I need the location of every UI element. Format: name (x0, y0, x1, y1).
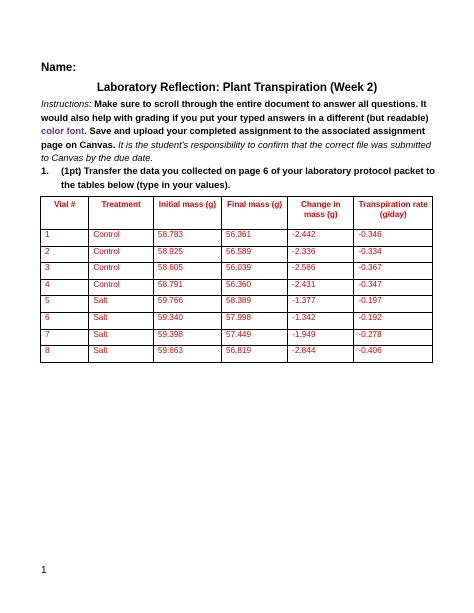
cell-change-mass: -2.442 (288, 230, 354, 247)
cell-change-mass: -2.566 (288, 263, 354, 280)
table-body (41, 230, 433, 363)
cell-final-mass: 57.449 (222, 329, 288, 346)
cell-treatment: Salt (89, 346, 154, 363)
cell-change-mass: -1.377 (288, 296, 354, 313)
cell-final-mass: 56.039 (222, 263, 288, 280)
cell-treatment: Salt (89, 296, 154, 313)
cell-transpiration-rate: -0.346 (354, 230, 433, 247)
cell-treatment: Control (89, 246, 154, 263)
cell-final-mass: 56.819 (222, 346, 288, 363)
cell-treatment: Control (89, 230, 154, 247)
cell-transpiration-rate: -0.278 (354, 329, 433, 346)
cell-initial-mass: 58.925 (153, 246, 221, 263)
table-row (41, 263, 433, 280)
cell-change-mass: -2.336 (288, 246, 354, 263)
cell-treatment: Control (89, 279, 154, 296)
cell-change-mass: -1.342 (288, 312, 354, 329)
name-label: Name: (41, 62, 77, 74)
cell-vial: 6 (41, 312, 89, 329)
color-font-sample: color font (41, 125, 85, 137)
table-row (41, 312, 433, 329)
cell-vial: 5 (41, 296, 89, 313)
table-row (41, 346, 433, 363)
cell-transpiration-rate: -0.367 (354, 263, 433, 280)
question-1 (41, 164, 441, 191)
cell-initial-mass: 59.766 (153, 296, 221, 313)
header-change-mass: Change in mass (g) (288, 197, 354, 230)
cell-vial: 7 (41, 329, 89, 346)
cell-change-mass: -1.949 (288, 329, 354, 346)
instructions-text-2: . Save and upload your completed assignment to the associated assignment page on Canvas. (41, 125, 425, 150)
header-initial-mass: Initial mass (g) (153, 197, 221, 230)
table-row (41, 230, 433, 247)
table-row (41, 329, 433, 346)
table-row (41, 296, 433, 313)
table-header-row (41, 197, 433, 230)
cell-initial-mass: 58.783 (153, 230, 221, 247)
cell-treatment: Salt (89, 312, 154, 329)
instructions-paragraph (41, 97, 441, 165)
header-final-mass: Final mass (g) (222, 197, 288, 230)
header-vial: Vial # (41, 197, 89, 230)
cell-initial-mass: 58.605 (153, 263, 221, 280)
cell-vial: 2 (41, 246, 89, 263)
cell-initial-mass: 58.791 (153, 279, 221, 296)
cell-change-mass: -2.844 (288, 346, 354, 363)
instructions-text-1: Make sure to scroll through the entire document to answer all questions. It would also help with grading if you put your typed answers in a different (but readable) (41, 98, 429, 123)
cell-transpiration-rate: -0.192 (354, 312, 433, 329)
cell-final-mass: 56.589 (222, 246, 288, 263)
cell-initial-mass: 59.398 (153, 329, 221, 346)
header-treatment: Treatment (89, 197, 154, 230)
page-title: Laboratory Reflection: Plant Transpiration (Week 2) (96, 82, 378, 94)
cell-initial-mass: 59.663 (153, 346, 221, 363)
cell-vial: 8 (41, 346, 89, 363)
cell-final-mass: 57.998 (222, 312, 288, 329)
table-row (41, 279, 433, 296)
cell-transpiration-rate: -0.197 (354, 296, 433, 313)
question-number: 1. (41, 165, 49, 176)
page-number: 1 (41, 565, 47, 576)
data-table (40, 196, 433, 363)
header-transpiration-rate: Transpiration rate (g/day) (354, 197, 433, 230)
cell-transpiration-rate: -0.347 (354, 279, 433, 296)
cell-vial: 3 (41, 263, 89, 280)
cell-initial-mass: 59.340 (153, 312, 221, 329)
cell-final-mass: 58.389 (222, 296, 288, 313)
question-text: (1pt) Transfer the data you collected on page 6 of your laboratory protocol packet to the tables below (type in your values). (61, 165, 436, 190)
cell-treatment: Control (89, 263, 154, 280)
instructions-lead: Instructions: (41, 98, 92, 109)
cell-treatment: Salt (89, 329, 154, 346)
cell-final-mass: 56.361 (222, 230, 288, 247)
table-row (41, 246, 433, 263)
cell-change-mass: -2.431 (288, 279, 354, 296)
cell-transpiration-rate: -0.334 (354, 246, 433, 263)
cell-vial: 4 (41, 279, 89, 296)
cell-transpiration-rate: -0.406 (354, 346, 433, 363)
cell-vial: 1 (41, 230, 89, 247)
cell-final-mass: 56.360 (222, 279, 288, 296)
instructions-italic-tail: It is the student's responsibility to confirm that the correct file was submitted to Canvas by the due date. (41, 138, 431, 164)
